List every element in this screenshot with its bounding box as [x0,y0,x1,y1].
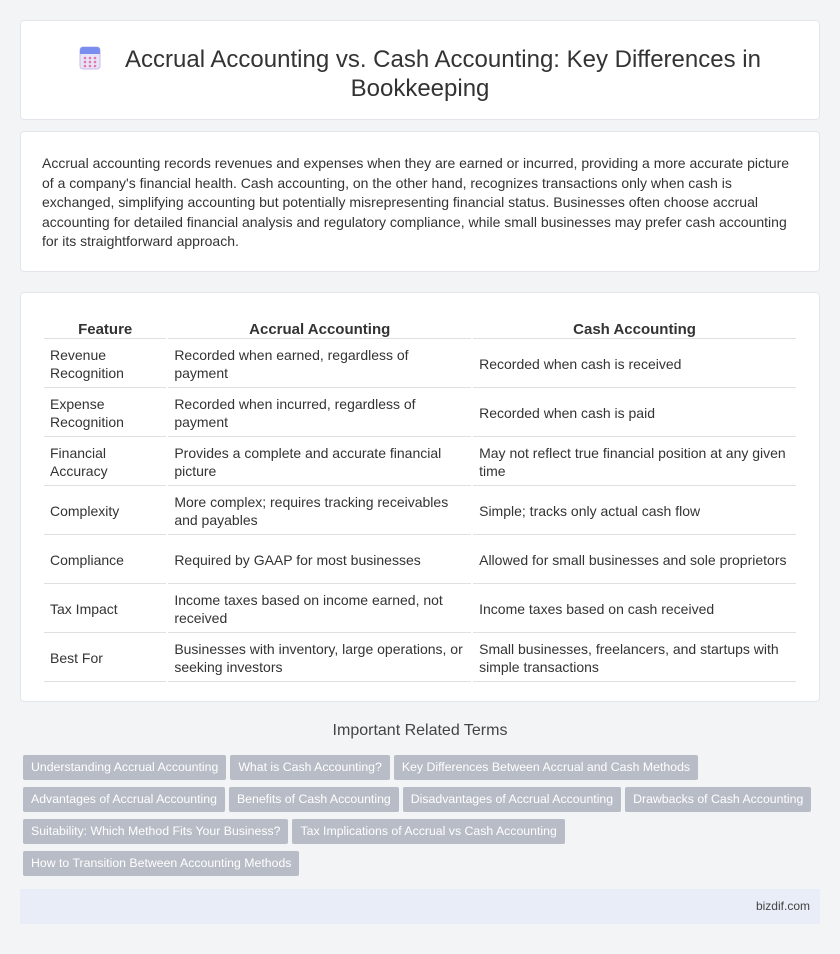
feature-cell: Complexity [44,488,166,535]
accrual-cell: Businesses with inventory, large operations, or seeking investors [168,635,471,682]
footer [20,889,820,924]
table-header-row [44,317,796,339]
footer-site-link[interactable]: bizdif.com [755,899,810,913]
cash-cell: Income taxes based on cash received [473,586,796,633]
related-term-link[interactable]: Benefits of Cash Accounting [229,787,399,812]
cash-cell: May not reflect true financial position at any given time [473,439,796,486]
feature-cell: Tax Impact [44,586,166,633]
table-row [44,635,796,682]
related-term-link[interactable]: Tax Implications of Accrual vs Cash Accounting [292,819,564,844]
related-terms-title: Important Related Terms [332,722,508,739]
accrual-cell: Income taxes based on income earned, not received [168,586,471,633]
related-term-link[interactable]: Understanding Accrual Accounting [23,755,226,780]
table-row [44,537,796,584]
feature-cell: Expense Recognition [44,390,166,437]
intro-card [20,131,820,272]
related-term-link[interactable]: Advantages of Accrual Accounting [23,787,225,812]
feature-cell: Financial Accuracy [44,439,166,486]
tag-row [23,755,823,787]
related-term-link[interactable]: Key Differences Between Accrual and Cash Methods [394,755,698,780]
header-accrual: Accrual Accounting [168,317,471,339]
header-feature: Feature [44,317,166,339]
tag-row [23,851,823,883]
table-row [44,488,796,535]
feature-cell: Compliance [44,537,166,584]
page-title: Accrual Accounting vs. Cash Accounting: Key Differences in Bookkeeping [125,46,761,102]
table-row [44,390,796,437]
table-row [44,439,796,486]
accrual-cell: Provides a complete and accurate financial picture [168,439,471,486]
related-term-link[interactable]: Disadvantages of Accrual Accounting [403,787,621,812]
tag-row [23,819,823,851]
accrual-cell: Recorded when earned, regardless of payment [168,341,471,388]
header-cash: Cash Accounting [473,317,796,339]
accrual-cell: Recorded when incurred, regardless of payment [168,390,471,437]
cash-cell: Small businesses, freelancers, and startups with simple transactions [473,635,796,682]
related-term-link[interactable]: Drawbacks of Cash Accounting [625,787,811,812]
page-title-wrap [21,45,819,103]
feature-cell: Best For [44,635,166,682]
table-row [44,586,796,633]
intro-paragraph: Accrual accounting records revenues and expenses when they are earned or incurred, providing a more accurate picture of a company's financial health. Cash accounting, on the other hand, recognizes transactions only when cash is exchanged, simplifying accounting but potentially misrepresenting financial status. Businesses often choose accrual accounting for detailed financial analysis and regulatory compliance, while small businesses may prefer cash accounting for its straightforward approach. [42,155,790,250]
cash-cell: Allowed for small businesses and sole proprietors [473,537,796,584]
cash-cell: Recorded when cash is paid [473,390,796,437]
feature-cell: Revenue Recognition [44,341,166,388]
related-term-link[interactable]: What is Cash Accounting? [230,755,390,780]
accrual-cell: More complex; requires tracking receivables and payables [168,488,471,535]
table-row [44,341,796,388]
related-term-link[interactable]: Suitability: Which Method Fits Your Business? [23,819,288,844]
comparison-card [20,292,820,702]
calculator-icon [79,46,101,70]
accrual-cell: Required by GAAP for most businesses [168,537,471,584]
comparison-table [42,315,798,684]
related-terms-list [23,755,823,883]
related-term-link[interactable]: How to Transition Between Accounting Methods [23,851,299,876]
title-card [20,20,820,120]
tag-row [23,787,823,819]
cash-cell: Simple; tracks only actual cash flow [473,488,796,535]
cash-cell: Recorded when cash is received [473,341,796,388]
